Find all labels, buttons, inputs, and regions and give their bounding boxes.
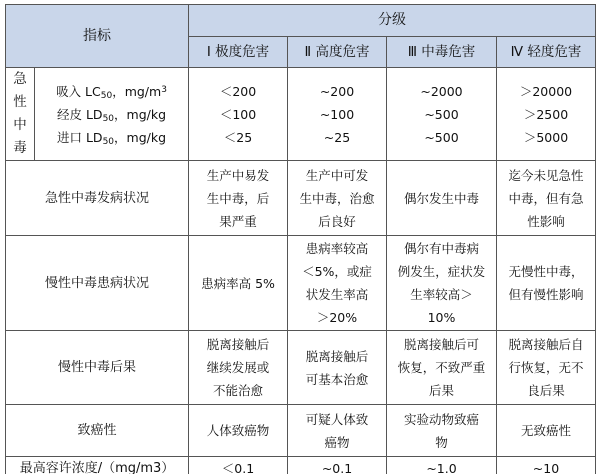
indicator-header: 指标: [6, 5, 189, 68]
acute-values-class-3: [387, 68, 497, 161]
acute-subindicators: [35, 68, 189, 161]
category-char: 中: [13, 117, 27, 133]
value-cell: ＞2500: [523, 106, 569, 122]
chronic-consequence-class-2: 脱离接触后 可基本治愈: [288, 331, 387, 405]
chronic-consequence-row: [6, 331, 596, 405]
chronic-incidence-class-1: 患病率高 5%: [189, 236, 288, 331]
value-cell: ＜100: [219, 106, 257, 122]
category-char: 毒: [13, 140, 27, 156]
value-cell: ~100: [319, 106, 355, 122]
mac-class-3: ~1.0: [387, 457, 497, 474]
class-1-header: Ⅰ 极度危害: [189, 37, 288, 68]
chronic-consequence-label: 慢性中毒后果: [6, 331, 189, 405]
acute-incidence-class-3: 偶尔发生中毒: [387, 161, 497, 236]
class-4-header: Ⅳ 轻度危害: [497, 37, 596, 68]
value-cell: ＜200: [219, 83, 257, 99]
carcinogenicity-class-3: 实验动物致癌 物: [387, 405, 497, 457]
acute-category-label: [6, 68, 35, 161]
chronic-consequence-class-3: 脱离接触后可 恢复，不致严重 后果: [387, 331, 497, 405]
header-row-1: [6, 5, 596, 37]
acute-oral-label: 进口 $LD_{50}$，mg/kg: [56, 129, 167, 147]
carcinogenicity-label: 致癌性: [6, 405, 189, 457]
acute-toxicity-row: [6, 68, 596, 161]
chronic-incidence-label: 慢性中毒患病状况: [6, 236, 189, 331]
acute-values-class-4: [497, 68, 596, 161]
hazard-classification-table: [5, 4, 596, 474]
acute-incidence-class-4: 迄今未见急性 中毒，但有急 性影响: [497, 161, 596, 236]
class-2-header: Ⅱ 高度危害: [288, 37, 387, 68]
chronic-consequence-class-4: 脱离接触后自 行恢复，无不 良后果: [497, 331, 596, 405]
value-cell: ＜25: [223, 129, 253, 145]
chronic-consequence-class-1: 脱离接触后 继续发展或 不能治愈: [189, 331, 288, 405]
acute-inhalation-label: 吸入 $LC_{50}$，$mg/m^3$: [56, 83, 167, 101]
chronic-incidence-class-3: 偶尔有中毒病 例发生，症状发 生率较高＞ 10%: [387, 236, 497, 331]
carcinogenicity-row: [6, 405, 596, 457]
chronic-incidence-class-4: 无慢性中毒， 但有慢性影响: [497, 236, 596, 331]
value-cell: ~2000: [420, 83, 463, 99]
category-char: 急: [13, 71, 27, 87]
acute-incidence-label: 急性中毒发病状况: [6, 161, 189, 236]
value-cell: ~25: [323, 129, 351, 145]
class-3-header: Ⅲ 中毒危害: [387, 37, 497, 68]
acute-incidence-class-2: 生产中可发 生中毒，治愈 后良好: [288, 161, 387, 236]
value-cell: ~200: [319, 83, 355, 99]
value-cell: ＞5000: [523, 129, 569, 145]
chronic-incidence-row: [6, 236, 596, 331]
category-char: 性: [13, 94, 27, 110]
mac-label: 最高容许浓度/（mg/m3）: [6, 457, 189, 474]
carcinogenicity-class-1: 人体致癌物: [189, 405, 288, 457]
chronic-incidence-class-2: 患病率较高 ＜5%，或症 状发生率高 ＞20%: [288, 236, 387, 331]
acute-values-class-2: [288, 68, 387, 161]
carcinogenicity-class-4: 无致癌性: [497, 405, 596, 457]
mac-class-1: ＜0.1: [189, 457, 288, 474]
acute-values-class-1: [189, 68, 288, 161]
acute-incidence-row: [6, 161, 596, 236]
carcinogenicity-class-2: 可疑人体致 癌物: [288, 405, 387, 457]
value-cell: ~500: [424, 129, 459, 145]
mac-row: [6, 457, 596, 474]
value-cell: ~500: [424, 106, 459, 122]
value-cell: ＞20000: [519, 83, 573, 99]
acute-dermal-label: 经皮 $LD_{50}$，mg/kg: [56, 106, 167, 124]
mac-class-2: ~0.1: [288, 457, 387, 474]
classification-header: 分级: [189, 5, 596, 37]
acute-incidence-class-1: 生产中易发 生中毒，后 果严重: [189, 161, 288, 236]
mac-class-4: ~10: [497, 457, 596, 474]
